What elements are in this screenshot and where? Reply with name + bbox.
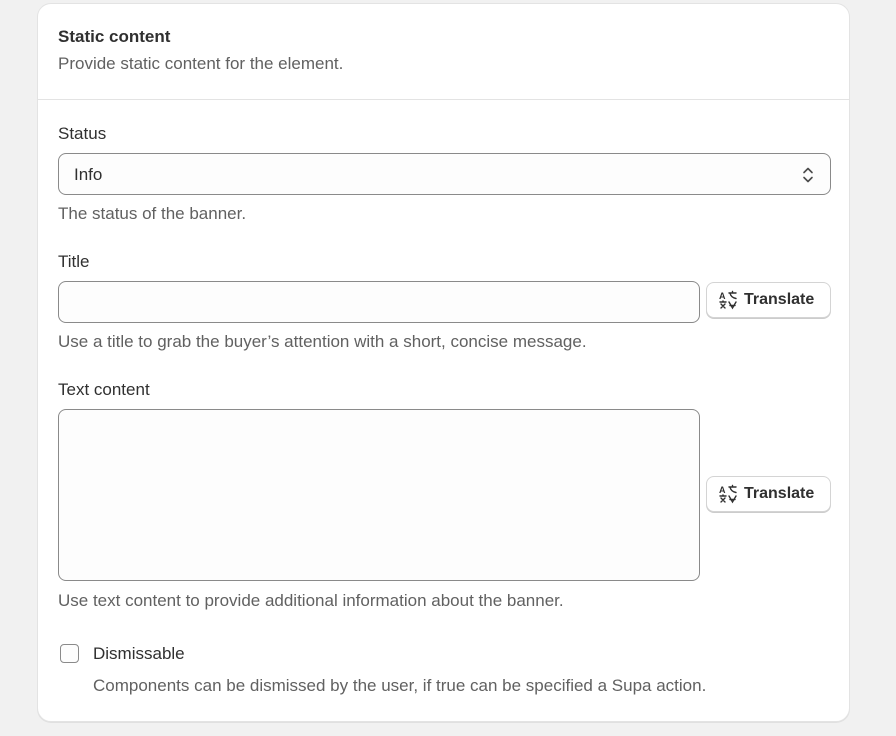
- text-content-help-text: Use text content to provide additional information about the banner.: [58, 591, 564, 610]
- translate-icon: [718, 290, 738, 310]
- status-select[interactable]: [58, 153, 831, 195]
- svg-text:A: A: [719, 485, 726, 495]
- section-title: Static content: [58, 27, 171, 46]
- static-content-card: [37, 3, 850, 722]
- title-input[interactable]: [58, 281, 700, 323]
- status-label: Status: [58, 124, 107, 143]
- text-content-textarea[interactable]: [58, 409, 700, 581]
- dismissable-checkbox[interactable]: [60, 644, 79, 663]
- svg-text:A: A: [719, 291, 726, 301]
- dismissable-help-text: Components can be dismissed by the user, if true can be specified a Supa action.: [93, 676, 707, 695]
- text-content-translate-button[interactable]: [706, 476, 831, 512]
- status-help-text: The status of the banner.: [58, 204, 247, 223]
- section-subtitle: Provide static content for the element.: [58, 54, 344, 73]
- title-translate-button[interactable]: [706, 282, 831, 318]
- title-help-text: Use a title to grab the buyer’s attention with a short, concise message.: [58, 332, 587, 351]
- dismissable-label[interactable]: Dismissable: [93, 644, 185, 663]
- title-translate-label: Translate: [744, 291, 815, 308]
- title-label: Title: [58, 252, 90, 271]
- chevron-up-down-icon: [802, 166, 814, 184]
- text-content-translate-label: Translate: [744, 485, 815, 502]
- status-select-value: Info: [74, 165, 103, 184]
- text-content-label: Text content: [58, 380, 150, 399]
- card-header: [38, 4, 849, 100]
- translate-icon: [718, 484, 738, 504]
